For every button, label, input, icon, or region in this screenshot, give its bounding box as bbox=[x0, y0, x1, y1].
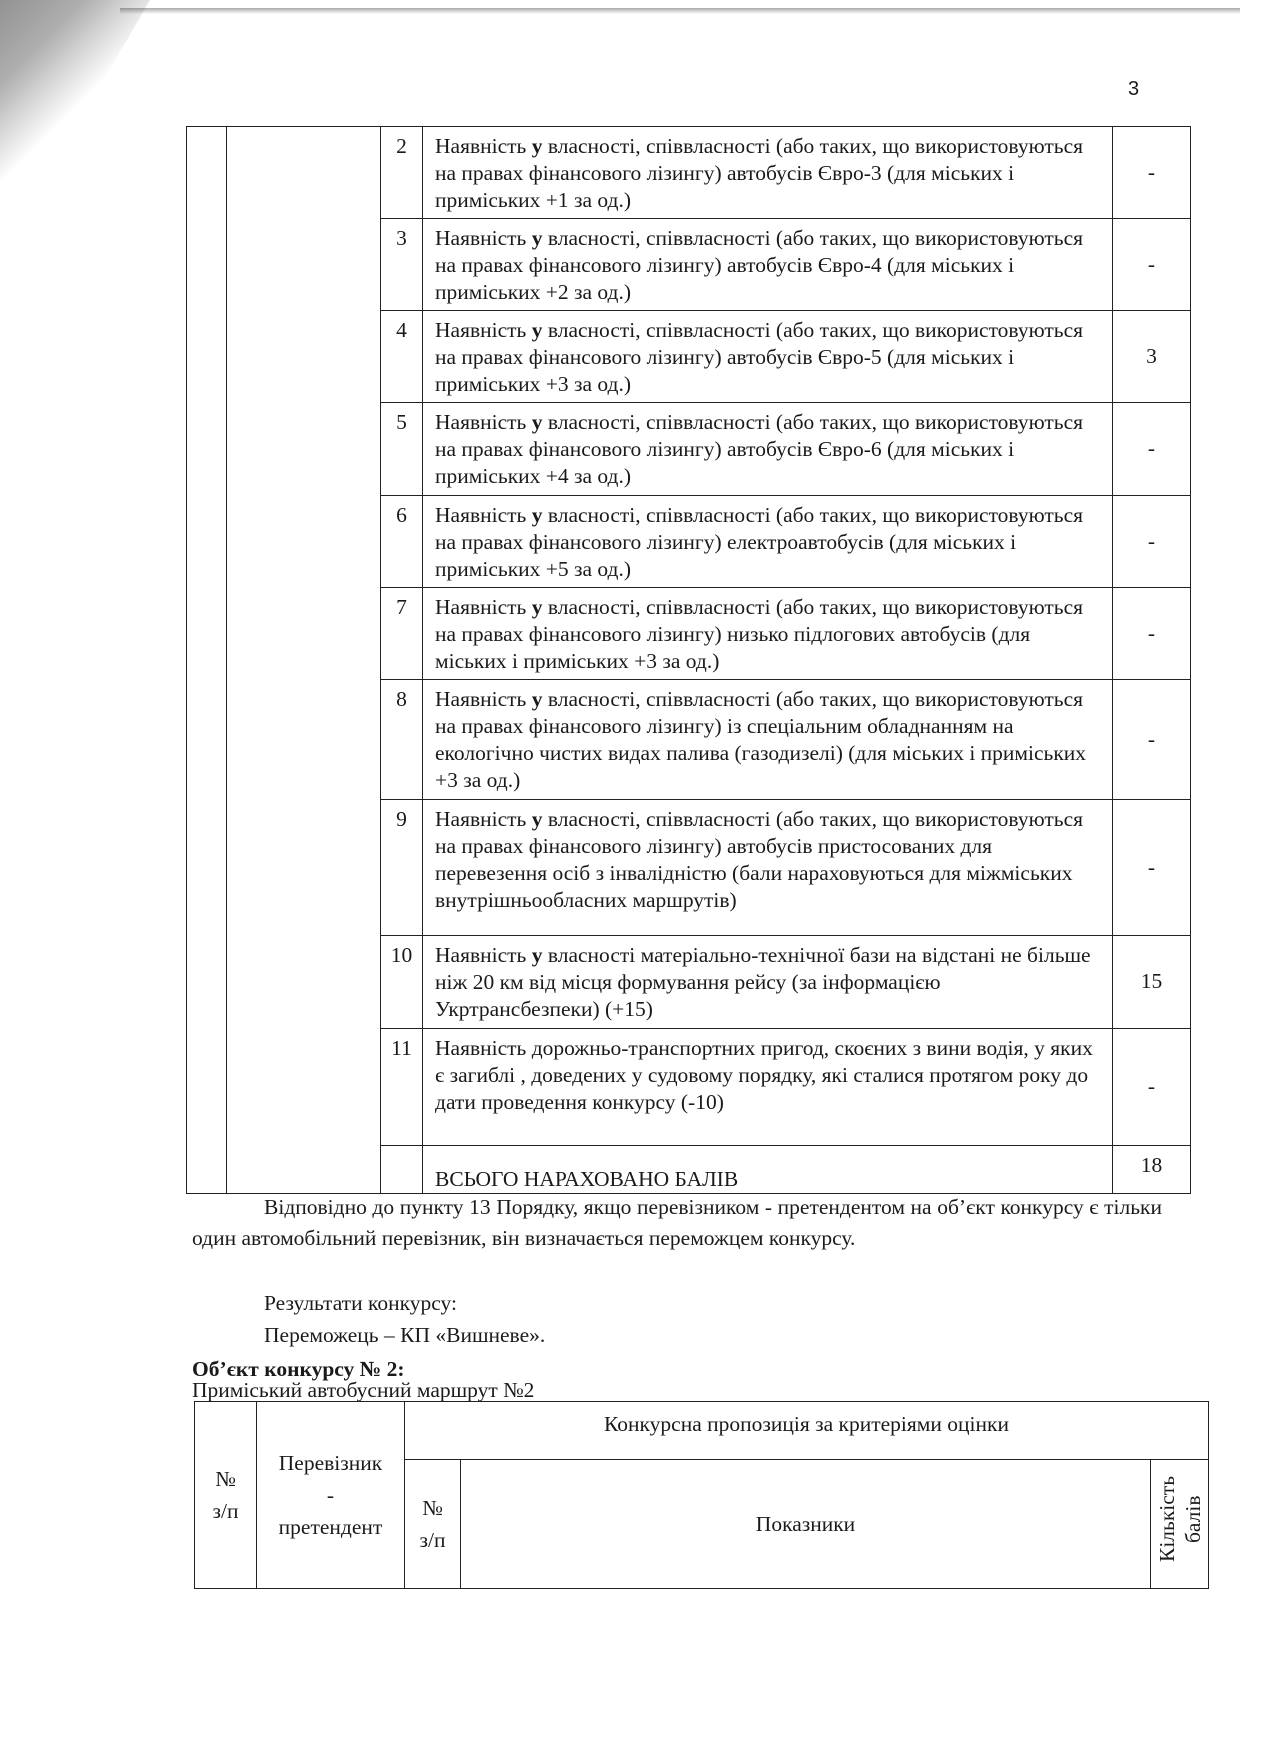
criterion-text-bold: у bbox=[531, 807, 543, 832]
criteria-row bbox=[187, 127, 1191, 219]
criterion-text bbox=[423, 219, 1113, 311]
criterion-points: 15 bbox=[1113, 936, 1191, 1028]
criterion-text-rest: власності, співвласності (або таких, що використовуються на правах фінансового лізингу) автобусів пристосованих для перевезення осіб з інвалідністю (бали нараховуються для міжміських внутрішньообласних маршрутів) bbox=[435, 807, 1084, 913]
criterion-text-rest: власності, співвласності (або таких, що використовуються на правах фінансового лізингу) електроавтобусів (для міських і приміських +5 за од.) bbox=[435, 502, 1084, 581]
header-num-cell bbox=[195, 1402, 257, 1589]
total-num-cell bbox=[381, 1145, 423, 1193]
object-title: Об’єкт конкурсу № 2: bbox=[192, 1357, 405, 1381]
rule-paragraph: Відповідно до пункту 13 Порядку, якщо перевізником - претендентом на об’єкт конкурсу є тільки один автомобільний перевізник, він визначається переможцем конкурсу. bbox=[192, 1195, 1162, 1250]
criterion-number: 5 bbox=[381, 403, 423, 495]
criterion-text-rest: власності, співвласності (або таких, що використовуються на правах фінансового лізингу) із спеціальним обладнанням на екологічно чистих видах палива (газодизелі) (для міських і приміських +3 за од.) bbox=[435, 686, 1087, 792]
criterion-points: - bbox=[1113, 495, 1191, 587]
criterion-text-start: Наявність дорожньо-транспортних пригод, скоєних з вини водія, у яких є загиблі , доведених у судовому порядку, які сталися протягом року до дати проведення конкурсу (-10) bbox=[435, 1035, 1093, 1114]
header-group-cell: Конкурсна пропозиція за критеріями оцінки bbox=[405, 1402, 1209, 1460]
page-number: 3 bbox=[1128, 78, 1140, 100]
header-indicators-cell: Показники bbox=[461, 1460, 1151, 1589]
header-carrier-line3: претендент bbox=[278, 1515, 383, 1539]
header-points-line2: балів bbox=[1180, 1495, 1205, 1544]
criterion-text bbox=[423, 587, 1113, 679]
criterion-text-bold: у bbox=[531, 686, 543, 711]
results-label: Результати конкурсу: bbox=[264, 1291, 457, 1315]
criterion-points: - bbox=[1113, 800, 1191, 936]
carrier-num-cell bbox=[187, 127, 227, 1194]
criterion-text-rest: власності, співвласності (або таких, що використовуються на правах фінансового лізингу) автобусів Євро-3 (для міських і приміських +1 за од.) bbox=[435, 134, 1084, 212]
criterion-text-start: Наявність bbox=[435, 318, 532, 343]
criterion-number: 11 bbox=[381, 1028, 423, 1145]
criterion-text-start: Наявність bbox=[435, 686, 532, 711]
criterion-text-start: Наявність bbox=[435, 134, 532, 158]
criterion-text-rest: власності, співвласності (або таких, що використовуються на правах фінансового лізингу) автобусів Євро-5 (для міських і приміських +3 за од.) bbox=[435, 318, 1084, 397]
total-points: 18 bbox=[1113, 1145, 1191, 1193]
header-carrier-cell bbox=[257, 1402, 405, 1589]
criterion-text-rest: власності, співвласності (або таких, що використовуються на правах фінансового лізингу) автобусів Євро-4 (для міських і приміських +2 за од.) bbox=[435, 226, 1084, 305]
criterion-points: - bbox=[1113, 587, 1191, 679]
scan-shadow bbox=[0, 0, 150, 260]
header-carrier-line2: - bbox=[326, 1483, 335, 1507]
winner-line: Переможець – КП «Вишневе». bbox=[264, 1323, 546, 1347]
criterion-text-bold: у bbox=[531, 410, 543, 435]
criterion-number: 2 bbox=[381, 127, 423, 219]
criterion-number: 6 bbox=[381, 495, 423, 587]
header-points-cell bbox=[1151, 1460, 1209, 1589]
criterion-points: - bbox=[1113, 127, 1191, 219]
criterion-text-bold: у bbox=[531, 318, 543, 343]
criterion-number: 7 bbox=[381, 587, 423, 679]
criterion-number: 8 bbox=[381, 679, 423, 799]
criterion-number: 4 bbox=[381, 311, 423, 403]
criterion-points: - bbox=[1113, 679, 1191, 799]
header-points-label bbox=[1154, 1476, 1206, 1562]
header-carrier-line1: Перевізник bbox=[278, 1451, 383, 1475]
route-title: Приміський автобусний маршрут №2 bbox=[192, 1378, 535, 1402]
criterion-text bbox=[423, 311, 1113, 403]
criterion-text-start: Наявність bbox=[435, 226, 532, 251]
header-subnum-cell bbox=[405, 1460, 461, 1589]
criterion-text-rest: власності, співвласності (або таких, що використовуються на правах фінансового лізингу) низько підлогових автобусів (для міських і приміських +3 за од.) bbox=[435, 594, 1084, 673]
criterion-points: - bbox=[1113, 219, 1191, 311]
criterion-text bbox=[423, 127, 1113, 219]
criterion-text bbox=[423, 403, 1113, 495]
total-label: ВСЬОГО НАРАХОВАНО БАЛІВ bbox=[423, 1145, 1113, 1193]
header-subnum-line1: № bbox=[422, 1496, 443, 1520]
criterion-text bbox=[423, 495, 1113, 587]
criterion-text-start: Наявність bbox=[435, 807, 532, 832]
header-table bbox=[194, 1401, 1209, 1589]
criterion-text-bold: у bbox=[531, 502, 543, 527]
criterion-text bbox=[423, 1028, 1113, 1145]
criterion-text-rest: власності матеріально-технічної бази на відстані не більше ніж 20 км від місця формування рейсу (за інформацією Укртрансбезпеки) (+15) bbox=[435, 943, 1091, 1022]
criterion-points: - bbox=[1113, 1028, 1191, 1145]
criterion-text-bold: у bbox=[531, 134, 543, 158]
criterion-number: 3 bbox=[381, 219, 423, 311]
header-num-line2: з/п bbox=[212, 1499, 239, 1523]
criterion-text-rest: власності, співвласності (або таких, що використовуються на правах фінансового лізингу) автобусів Євро-6 (для міських і приміських +4 за од.) bbox=[435, 410, 1084, 489]
criterion-points: 3 bbox=[1113, 311, 1191, 403]
criterion-text-start: Наявність bbox=[435, 410, 532, 435]
criterion-text-start: Наявність bbox=[435, 594, 532, 619]
criterion-text-bold: у bbox=[531, 226, 543, 251]
criterion-text bbox=[423, 679, 1113, 799]
criterion-text-bold: у bbox=[531, 594, 543, 619]
criterion-text-start: Наявність bbox=[435, 943, 532, 968]
criteria-table bbox=[186, 126, 1191, 1194]
carrier-name-cell bbox=[227, 127, 381, 1194]
scan-top-edge bbox=[120, 8, 1240, 14]
header-points-line1: Кількість bbox=[1154, 1476, 1179, 1563]
header-subnum-line2: з/п bbox=[419, 1528, 446, 1552]
criterion-text-start: Наявність bbox=[435, 502, 532, 527]
criterion-number: 9 bbox=[381, 800, 423, 936]
criterion-text bbox=[423, 800, 1113, 936]
criterion-text-bold: у bbox=[531, 943, 543, 968]
criterion-text bbox=[423, 936, 1113, 1028]
header-num-line1: № bbox=[215, 1467, 236, 1491]
criterion-points: - bbox=[1113, 403, 1191, 495]
criterion-number: 10 bbox=[381, 936, 423, 1028]
